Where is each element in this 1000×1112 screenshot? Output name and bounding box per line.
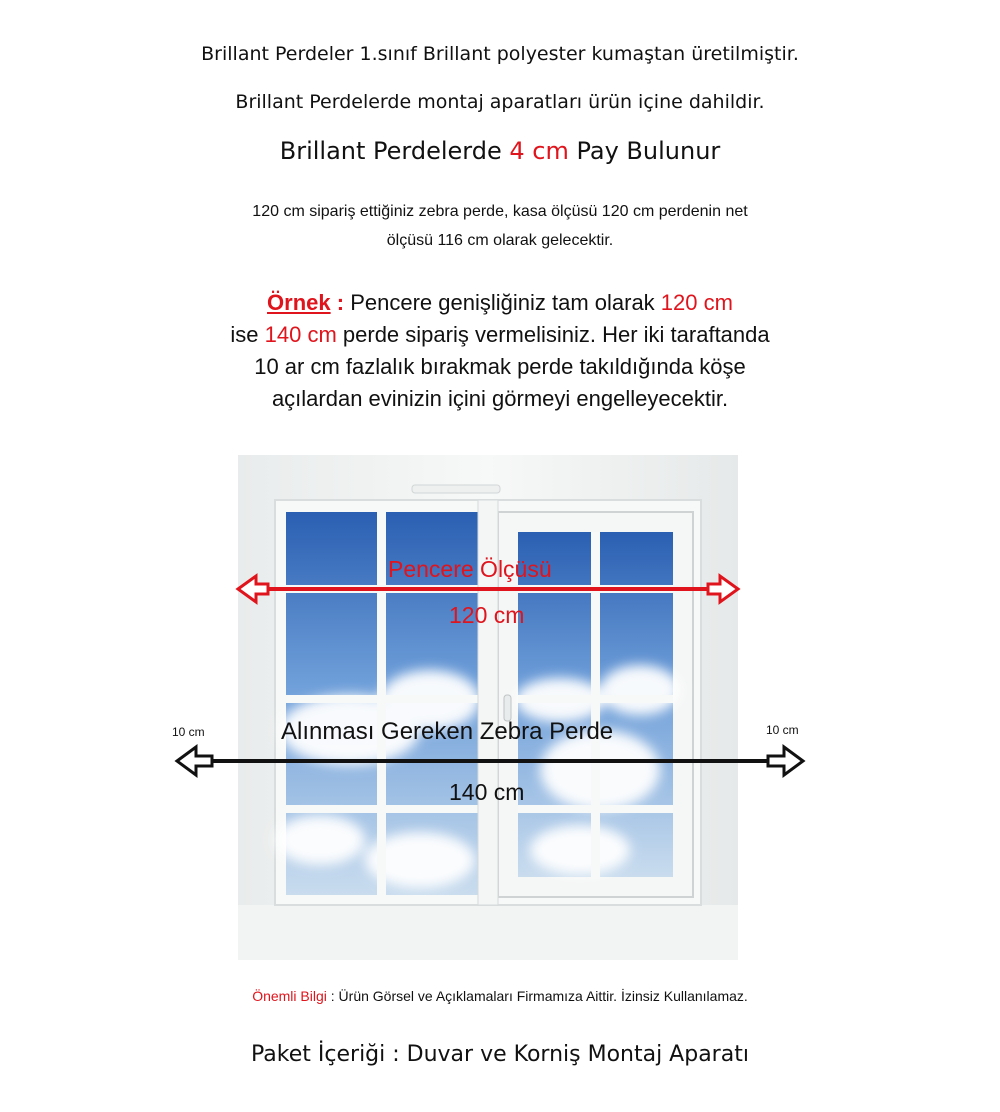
allowance-info [0, 137, 1000, 165]
example-line1 [0, 290, 1000, 316]
window-illustration [0, 440, 1000, 980]
example-line4: açılardan evinizin içini görmeyi engelleyecektir. [271, 386, 729, 411]
allowance-value: 4 cm [509, 137, 569, 165]
note-text: : Ürün Görsel ve Açıklamaları Firmamıza Aittir. İzinsiz Kullanılamaz. [326, 988, 748, 1004]
window-sill [238, 905, 738, 960]
window-photo [0, 440, 1000, 980]
left-margin-label: 10 cm [172, 725, 205, 739]
example-line2 [0, 322, 1000, 348]
note-label: Önemli Bilgi [252, 988, 327, 1004]
right-margin-label: 10 cm [766, 723, 799, 737]
example-l2-value: 140 cm [264, 322, 337, 347]
window-size-value: 120 cm [449, 602, 525, 628]
allowance-suffix: Pay Bulunur [568, 137, 721, 165]
size-info-line1: 120 cm sipariş ettiğiniz zebra perde, kasa ölçüsü 120 cm perdenin net [252, 203, 748, 220]
window-size-title: Pencere Ölçüsü [388, 556, 552, 582]
material-info: Brillant Perdeler 1.sınıf Brillant polyester kumaştan üretilmiştir. [201, 43, 799, 65]
important-note [0, 988, 1000, 1004]
example-l2-prefix: ise [230, 322, 265, 347]
package-contents: Paket İçeriği : Duvar ve Korniş Montaj Aparatı [251, 1042, 749, 1067]
size-info-line2: ölçüsü 116 cm olarak gelecektir. [386, 232, 614, 249]
curtain-size-value: 140 cm [449, 779, 525, 805]
example-colon: : [330, 290, 351, 315]
example-l1-value: 120 cm [660, 290, 733, 315]
curtain-size-title: Alınması Gereken Zebra Perde [281, 718, 614, 745]
example-l1-text: Pencere genişliğiniz tam olarak [350, 290, 661, 315]
example-l2-suffix: perde sipariş vermelisiniz. Her iki taraftanda [336, 322, 770, 347]
mounting-info: Brillant Perdelerde montaj aparatları ürün içine dahildir. [235, 91, 765, 113]
allowance-prefix: Brillant Perdelerde [279, 137, 510, 165]
trickle-vent [412, 485, 500, 493]
example-label: Örnek [267, 290, 331, 315]
example-line3: 10 ar cm fazlalık bırakmak perde takıldığında köşe [254, 354, 746, 379]
